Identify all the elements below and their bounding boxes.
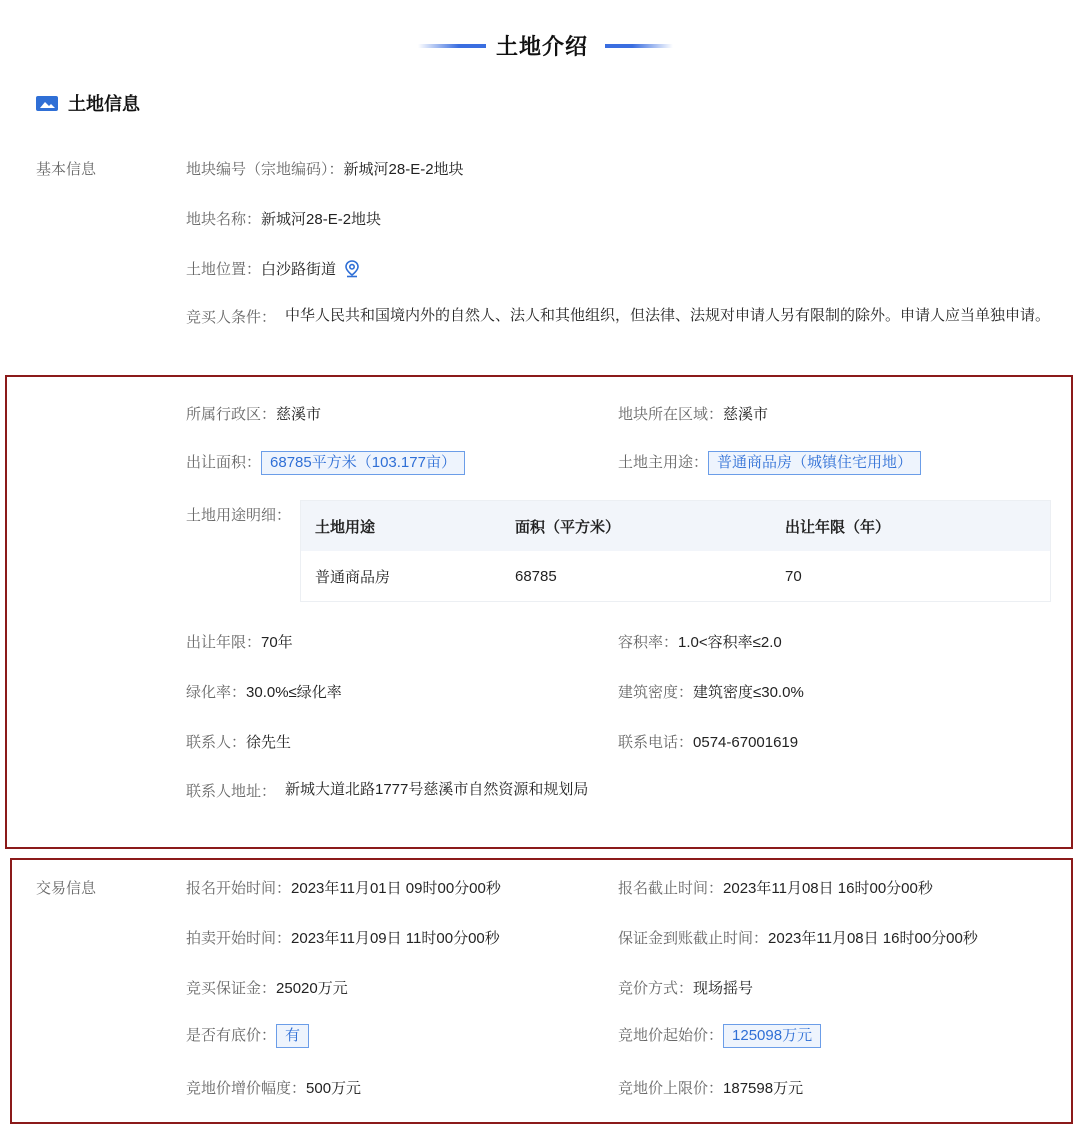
method-row bbox=[618, 977, 753, 998]
max-price-row bbox=[618, 1077, 803, 1098]
parcel-name-value: 新城河28-E-2地块 bbox=[261, 211, 382, 228]
title-decoration-left bbox=[418, 44, 486, 48]
land-detail-highlight bbox=[5, 375, 1073, 849]
reg-start-label: 报名开始时间： bbox=[186, 880, 292, 897]
start-price-label: 竞地价起始价： bbox=[618, 1027, 724, 1044]
title-decoration-right bbox=[605, 44, 673, 48]
deposit-label: 竞买保证金： bbox=[186, 980, 277, 997]
area-label: 出让面积： bbox=[186, 454, 262, 471]
deposit-row bbox=[186, 977, 348, 998]
deposit-deadline-value: 2023年11月08日 16时00分00秒 bbox=[768, 930, 978, 947]
deposit-deadline-label: 保证金到账截止时间： bbox=[618, 930, 769, 947]
method-value: 现场摇号 bbox=[693, 980, 754, 997]
basic-info-label: 基本信息 bbox=[36, 161, 97, 178]
location-label: 土地位置： bbox=[186, 261, 262, 278]
table-cell: 68785 bbox=[501, 551, 771, 602]
bidder-condition-value: 中华人民共和国境内外的自然人、法人和其他组织，但法律、法规对申请人另有限制的除外。申请人应当单独申请。 bbox=[285, 307, 1051, 324]
section-title: 土地信息 bbox=[68, 94, 140, 114]
page-title: 土地介绍 bbox=[496, 34, 589, 59]
reserve-label: 是否有底价： bbox=[186, 1027, 277, 1044]
green-row bbox=[186, 681, 342, 702]
table-cell: 70 bbox=[771, 551, 1051, 602]
reg-end-row bbox=[618, 877, 933, 898]
table-header-row bbox=[301, 501, 1051, 552]
page-title-bar bbox=[0, 28, 1080, 64]
contact-value: 徐先生 bbox=[246, 734, 292, 751]
density-value: 建筑密度≤30.0% bbox=[693, 684, 804, 701]
deposit-value: 25020万元 bbox=[276, 980, 348, 997]
density-row bbox=[618, 681, 804, 702]
table-cell: 普通商品房 bbox=[301, 551, 502, 602]
term-value: 70年 bbox=[261, 634, 293, 651]
term-row bbox=[186, 631, 293, 652]
table-header-cell: 出让年限（年） bbox=[771, 501, 1051, 552]
main-use-row bbox=[618, 451, 921, 475]
parcel-name-row bbox=[186, 208, 381, 229]
max-price-value: 187598万元 bbox=[723, 1080, 804, 1097]
region-value: 慈溪市 bbox=[723, 406, 769, 423]
auction-start-label: 拍卖开始时间： bbox=[186, 930, 292, 947]
region-label: 地块所在区域： bbox=[618, 406, 724, 423]
start-price-row bbox=[618, 1024, 821, 1048]
far-row bbox=[618, 631, 782, 652]
parcel-name-label: 地块名称： bbox=[186, 211, 262, 228]
reg-end-value: 2023年11月08日 16时00分00秒 bbox=[723, 880, 933, 897]
reg-end-label: 报名截止时间： bbox=[618, 880, 724, 897]
phone-value: 0574-67001619 bbox=[693, 734, 799, 751]
parcel-code-row bbox=[186, 158, 464, 179]
far-label: 容积率： bbox=[618, 634, 679, 651]
district-row bbox=[186, 403, 321, 424]
reserve-row bbox=[186, 1024, 309, 1048]
reserve-tag: 有 bbox=[276, 1024, 309, 1048]
green-label: 绿化率： bbox=[186, 684, 247, 701]
location-value: 白沙路街道 bbox=[261, 261, 337, 278]
image-icon bbox=[36, 96, 58, 111]
start-price-tag: 125098万元 bbox=[723, 1024, 821, 1048]
table-header-cell: 土地用途 bbox=[301, 501, 502, 552]
trade-info-label: 交易信息 bbox=[36, 880, 97, 897]
green-value: 30.0%≤绿化率 bbox=[246, 684, 342, 701]
location-pin-icon[interactable] bbox=[344, 260, 360, 278]
auction-start-value: 2023年11月09日 11时00分00秒 bbox=[291, 930, 500, 947]
increment-value: 500万元 bbox=[306, 1080, 362, 1097]
district-label: 所属行政区： bbox=[186, 406, 277, 423]
land-use-table bbox=[300, 500, 1051, 602]
deposit-deadline-row bbox=[618, 927, 978, 948]
area-row bbox=[186, 451, 465, 475]
address-value: 新城大道北路1777号慈溪市自然资源和规划局 bbox=[285, 781, 589, 798]
location-row bbox=[186, 258, 360, 279]
main-use-tag: 普通商品房（城镇住宅用地） bbox=[708, 451, 921, 475]
address-label: 联系人地址： bbox=[186, 783, 277, 800]
contact-label: 联系人： bbox=[186, 734, 247, 751]
table-header-cell: 面积（平方米） bbox=[501, 501, 771, 552]
density-label: 建筑密度： bbox=[618, 684, 694, 701]
increment-label: 竞地价增价幅度： bbox=[186, 1080, 307, 1097]
parcel-code-value: 新城河28-E-2地块 bbox=[343, 161, 464, 178]
use-detail-label: 土地用途明细： bbox=[186, 507, 292, 524]
far-value: 1.0<容积率≤2.0 bbox=[678, 634, 782, 651]
auction-start-row bbox=[186, 927, 500, 948]
increment-row bbox=[186, 1077, 361, 1098]
contact-row bbox=[186, 731, 291, 752]
term-label: 出让年限： bbox=[186, 634, 262, 651]
reg-start-value: 2023年11月01日 09时00分00秒 bbox=[291, 880, 501, 897]
parcel-code-label: 地块编号（宗地编码）： bbox=[186, 161, 344, 178]
region-row bbox=[618, 403, 768, 424]
district-value: 慈溪市 bbox=[276, 406, 322, 423]
table-row bbox=[301, 551, 1051, 602]
bidder-condition-label: 竞买人条件： bbox=[186, 309, 277, 326]
method-label: 竞价方式： bbox=[618, 980, 694, 997]
main-use-label: 土地主用途： bbox=[618, 454, 709, 471]
section-header bbox=[36, 88, 140, 118]
reg-start-row bbox=[186, 877, 501, 898]
phone-row bbox=[618, 731, 798, 752]
max-price-label: 竞地价上限价： bbox=[618, 1080, 724, 1097]
area-tag: 68785平方米（103.177亩） bbox=[261, 451, 465, 475]
phone-label: 联系电话： bbox=[618, 734, 694, 751]
